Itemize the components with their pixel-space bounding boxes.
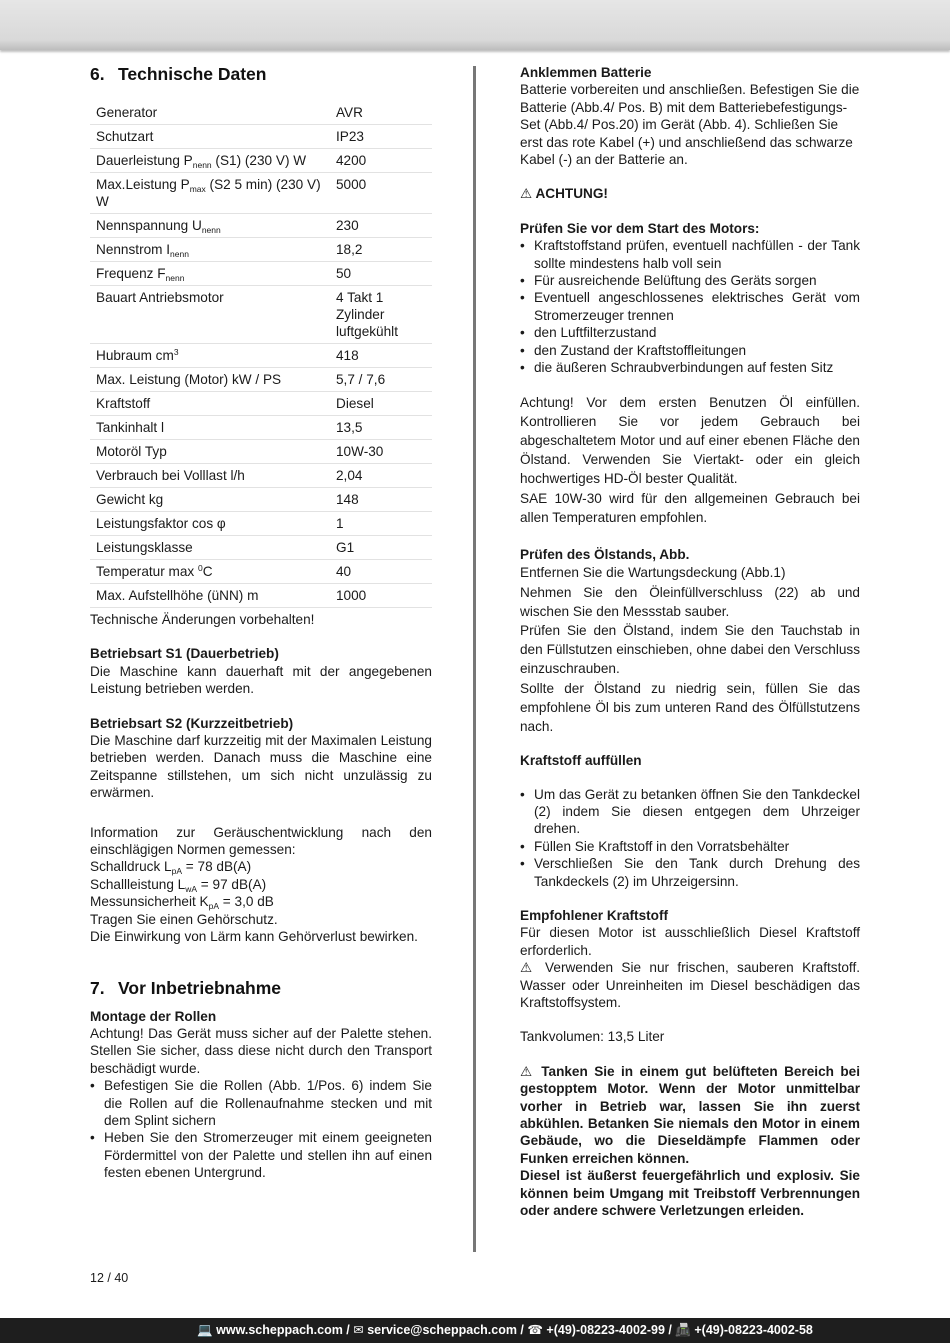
spec-value: 418 — [330, 344, 432, 368]
spec-label: Gewicht kg — [90, 488, 330, 512]
rollen-list — [90, 1077, 432, 1181]
sound-pressure: Schalldruck $L_{pA} = 78$ dB(A) — [90, 859, 252, 877]
spec-label: Hubraum $cm^3$ — [90, 344, 330, 368]
table-row — [90, 262, 432, 286]
spec-label: Max.Leistung $P_{max}$ (S2 5 min) (230 V) W — [90, 173, 330, 214]
spec-label: Temperatur max $^0$C — [90, 560, 330, 584]
list-item: • Eventuell angeschlossenes elektrisches Gerät vom Stromerzeuger trennen — [520, 289, 860, 324]
spec-value: 1000 — [330, 584, 432, 608]
s1-text: Die Maschine kann dauerhaft mit der angegebenen Leistung betrieben werden. — [90, 663, 432, 697]
spec-note: Technische Änderungen vorbehalten! — [90, 612, 315, 627]
table-row — [90, 344, 432, 368]
recfuel-warning: ⚠ Verwenden Sie nur frischen, sauberen Kraftstoff. Wasser oder Unreinheiten im Diesel beschädigen das Kraftstoffsystem. — [520, 960, 860, 1011]
battery-heading: Anklemmen Batterie — [520, 65, 652, 80]
oilcheck-step: Sollte der Ölstand zu niedrig sein, füllen Sie das empfohlene Öl bis zum unteren Rand des Ölfüllstutzens nach. — [520, 680, 860, 734]
list-item: • Um das Gerät zu betanken öffnen Sie den Tankdeckel (2) indem Sie diesen entgegen dem Uhrzeiger drehen. — [520, 786, 860, 838]
spec-label: Leistungsklasse — [90, 536, 330, 560]
table-row — [90, 286, 432, 344]
rollen-text: Achtung! Das Gerät muss sicher auf der Palette stehen. Stellen Sie sicher, dass diese nicht durch den Transport beschädigt wurde. — [90, 1025, 432, 1076]
table-row — [90, 488, 432, 512]
noise-intro: Information zur Geräuschentwicklung nach den einschlägigen Normen gemessen: — [90, 824, 432, 858]
table-row — [90, 173, 432, 214]
oil-sae-text: SAE 10W-30 wird für den allgemeinen Gebrauch bei allen Temperaturen empfohlen. — [520, 490, 860, 525]
list-item: • den Luftfilterzustand — [520, 324, 860, 341]
spec-label: Schutzart — [90, 125, 330, 149]
recfuel-text: Für diesen Motor ist ausschließlich Diesel Kraftstoff erforderlich. — [520, 925, 860, 958]
achtung-heading: ⚠ ACHTUNG! — [520, 186, 608, 202]
spec-value: AVR — [330, 101, 432, 125]
table-row — [90, 101, 432, 125]
table-row — [90, 214, 432, 238]
list-item: • die äußeren Schraubverbindungen auf festen Sitz — [520, 359, 860, 376]
list-item: • den Zustand der Kraftstoffleitungen — [520, 342, 860, 359]
hearing-loss-text: Die Einwirkung von Lärm kann Gehörverlust bewirken. — [90, 929, 418, 945]
spec-table — [90, 101, 432, 608]
section-7-heading: 7. Vor Inbetriebnahme — [90, 977, 282, 998]
spec-label: Max. Aufstellhöhe (üNN) m — [90, 584, 330, 608]
table-row — [90, 584, 432, 608]
table-row — [90, 416, 432, 440]
table-row — [90, 512, 432, 536]
spec-label: Kraftstoff — [90, 392, 330, 416]
spec-label: Leistungsfaktor cos φ — [90, 512, 330, 536]
tank-volume: Tankvolumen: 13,5 Liter — [520, 1029, 665, 1045]
spec-label: Nennstrom $I_{nenn}$ — [90, 238, 330, 262]
fuel-safety-warning: ⚠ Tanken Sie in einem gut belüfteten Bereich bei gestopptem Motor. Wenn der Motor unmittelbar vorher in Betrieb war, lassen Sie ihn zuerst abkühlen. Betanken Sie niemals den Motor in einem Gebäude, wo die Dieseldämpfe Flammen oder Funken erreichen können. — [520, 1063, 860, 1166]
recfuel-heading: Empfohlener Kraftstoff — [520, 908, 669, 923]
spec-label: Max. Leistung (Motor) kW / PS — [90, 368, 330, 392]
spec-value: Diesel — [330, 392, 432, 416]
spec-label: Tankinhalt l — [90, 416, 330, 440]
spec-value: 40 — [330, 560, 432, 584]
page-number: 12 / 40 — [90, 1271, 129, 1285]
spec-value: 4200 — [330, 149, 432, 173]
measurement-uncertainty: Messunsicherheit $K_{pA} = 3,0$ dB — [90, 894, 274, 912]
precheck-heading: Prüfen Sie vor dem Start des Motors: — [520, 220, 760, 236]
spec-value: 4 Takt 1 Zylinder luftgekühlt — [330, 286, 432, 344]
spec-value: 148 — [330, 488, 432, 512]
oilcheck-step: Nehmen Sie den Öleinfüllverschluss (22) ab und wischen Sie den Messstab sauber. — [520, 584, 860, 619]
fuel-list — [520, 786, 860, 890]
table-row — [90, 440, 432, 464]
spec-value: 5,7 / 7,6 — [330, 368, 432, 392]
precheck-list — [520, 237, 860, 376]
spec-label: Verbrauch bei Volllast l/h — [90, 464, 330, 488]
sound-power: Schallleistung $L_{wA} = 97$ dB(A) — [90, 876, 267, 894]
table-row — [90, 392, 432, 416]
spec-value: 10W-30 — [330, 440, 432, 464]
table-row — [90, 536, 432, 560]
table-row — [90, 560, 432, 584]
oilcheck-heading: Prüfen des Ölstands, Abb. — [520, 546, 690, 562]
spec-value: 50 — [330, 262, 432, 286]
spec-value: 1 — [330, 512, 432, 536]
spec-label: Bauart Antriebsmotor — [90, 286, 330, 344]
list-item: • Kraftstoffstand prüfen, eventuell nachfüllen - der Tank sollte mindestens halb voll sein — [520, 237, 860, 272]
s1-heading: Betriebsart S1 (Dauerbetrieb) — [90, 646, 279, 662]
fuel-heading: Kraftstoff auffüllen — [520, 753, 642, 769]
spec-label: Frequenz $F_{nenn}$ — [90, 262, 330, 286]
list-item: • Füllen Sie Kraftstoff in den Vorratsbehälter — [520, 838, 860, 855]
oilcheck-block — [520, 563, 860, 736]
spec-label: Generator — [90, 101, 330, 125]
spec-value: 13,5 — [330, 416, 432, 440]
list-item: • Heben Sie den Stromerzeuger mit einem geeigneten Fördermittel von der Palette und stellen ihn auf einen festen ebenen Untergrund. — [90, 1129, 432, 1181]
spec-value: IP23 — [330, 125, 432, 149]
table-row — [90, 238, 432, 262]
spec-value: 2,04 — [330, 464, 432, 488]
oil-block — [520, 393, 860, 527]
column-divider — [473, 66, 476, 1252]
list-item: • Verschließen Sie den Tank durch Drehung des Tankdeckels (2) im Uhrzeigersinn. — [520, 855, 860, 890]
spec-value: G1 — [330, 536, 432, 560]
list-item: • Für ausreichende Belüftung des Geräts sorgen — [520, 272, 860, 289]
battery-text: Batterie vorbereiten und anschließen. Befestigen Sie die Batterie (Abb.4/ Pos. B) mit dem Batteriebefestigungs-Set (Abb.4/ Pos.20) im Gerät (Abb. 4). Schließen Sie erst das rote Kabel (+) und anschließend das schwarze Kabel (-) an der Batterie an. — [520, 82, 860, 168]
spec-value: 230 — [330, 214, 432, 238]
rollen-heading: Montage der Rollen — [90, 1008, 217, 1024]
s2-heading: Betriebsart S2 (Kurzzeitbetrieb) — [90, 715, 294, 731]
table-row — [90, 464, 432, 488]
ear-protection-text: Tragen Sie einen Gehörschutz. — [90, 911, 278, 927]
table-row — [90, 125, 432, 149]
s2-text: Die Maschine darf kurzzeitig mit der Maximalen Leistung betrieben werden. Danach muss die Maschine eine Zeitspanne stillstehen, um sich nicht unzulässig zu erwärmen. — [90, 733, 432, 801]
oilcheck-step: Entfernen Sie die Wartungsdeckung (Abb.1) — [520, 565, 786, 581]
right-column — [520, 64, 860, 1220]
diesel-hazard-warning: Diesel ist äußerst feuergefährlich und explosiv. Sie können beim Umgang mit Treibstoff Verbrennungen oder andere schwere Verletzungen erleiden. — [520, 1168, 860, 1219]
oil-text: Achtung! Vor dem ersten Benutzen Öl einfüllen. Kontrollieren Sie vor jedem Gebrauch bei abgeschaltetem Motor und auf einer ebenen Fläche den Ölstand. Verwenden Sie Viertakt- oder ein gleich hochwertiges HD-Öl bester Qualität. — [520, 394, 860, 487]
section-6-heading: 6. Technische Daten — [90, 64, 267, 84]
table-row — [90, 368, 432, 392]
list-item: • Befestigen Sie die Rollen (Abb. 1/Pos. 6) indem Sie die Rollen auf die Rollenaufnahme stecken und mit dem Splint sichern — [90, 1077, 432, 1129]
table-row — [90, 149, 432, 173]
spec-label: Nennspannung $U_{nenn}$ — [90, 214, 330, 238]
footer-contact-bar: 💻 www.scheppach.com / ✉ service@scheppach.com / ☎ +(49)-08223-4002-99 / 📠 +(49)-08223-4002-58 — [0, 1318, 950, 1343]
left-column — [90, 62, 432, 1182]
oilcheck-step: Prüfen Sie den Ölstand, indem Sie den Tauchstab in den Füllstutzen einschieben, ohne dabei den Verschluss einzuschrauben. — [520, 622, 860, 677]
spec-value: 18,2 — [330, 238, 432, 262]
header-bar — [0, 0, 950, 50]
spec-value: 5000 — [330, 173, 432, 214]
spec-label: Motoröl Typ — [90, 440, 330, 464]
spec-label: Dauerleistung $P_{nenn}$ (S1) (230 V) W — [90, 149, 330, 173]
